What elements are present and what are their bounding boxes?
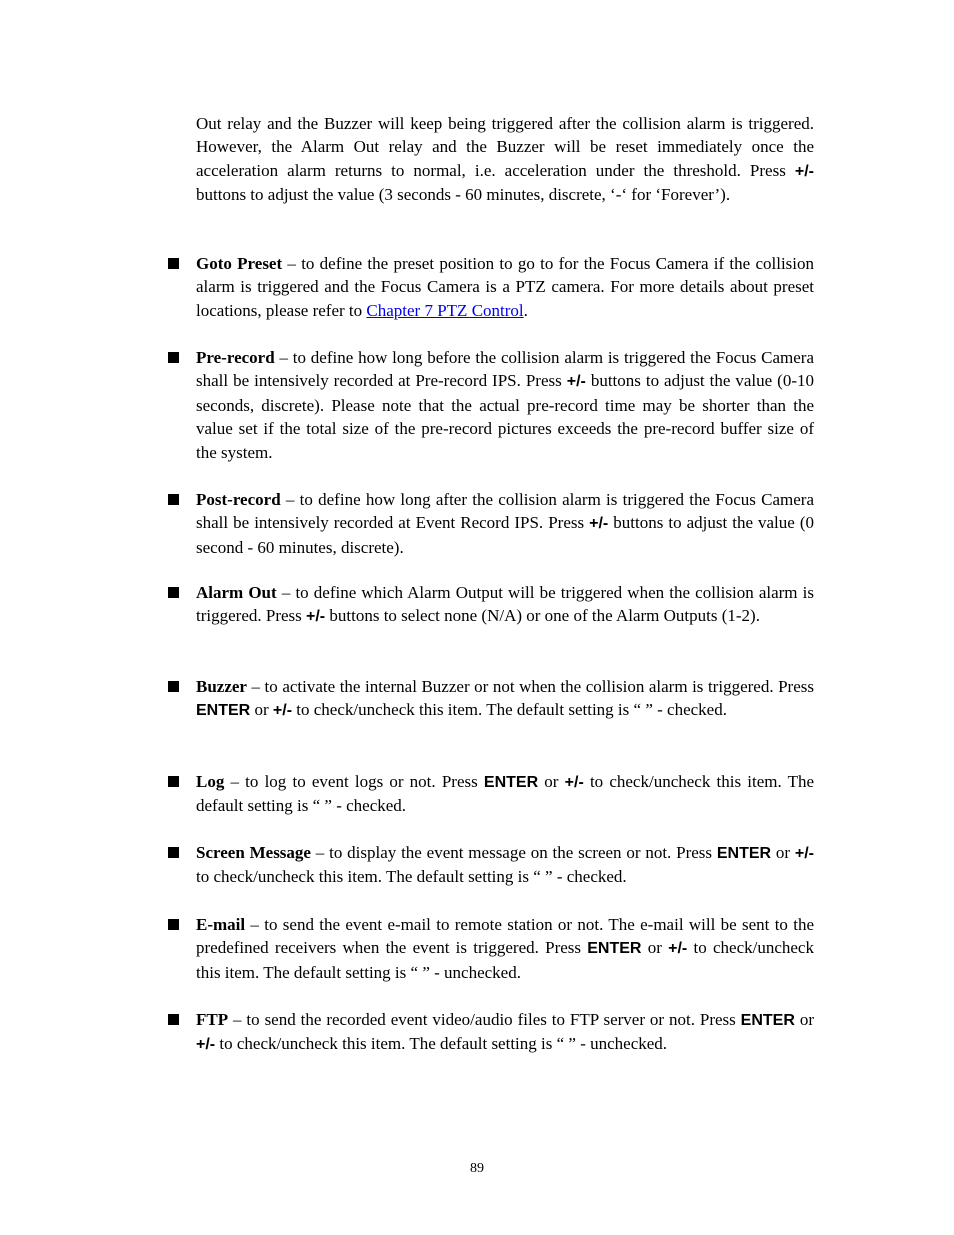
key-enter: ENTER [740, 1012, 795, 1029]
item-text-end: to check/uncheck this item. The default setting is “ ” - checked. [292, 700, 727, 720]
item-text-or: or [538, 772, 565, 791]
item-text: – to display the event message on the screen or not. Press [310, 843, 717, 862]
list-item-email [196, 913, 814, 984]
list-item-post-record [196, 488, 814, 559]
item-text-end: to check/uncheck this item. The default setting is “ ” - checked. [196, 772, 814, 816]
key-enter: ENTER [716, 845, 772, 862]
item-title: Buzzer [196, 677, 247, 696]
item-text-end: buttons to adjust the value (0-10 seconds, discrete). Please note that the actual pre-record time may be shorter than the value set if the total size of the pre-record pictures exceeds the pre-record buffer size of the system. [196, 371, 814, 462]
intro-text-end: buttons to adjust the value (3 seconds - 60 minutes, discrete, ‘-‘ for ‘Forever’). [196, 184, 731, 204]
item-text-end: to check/uncheck this item. The default setting is “ ” - checked. [196, 867, 627, 887]
key-plus-minus: +/- [794, 162, 814, 180]
key-plus-minus: +/- [196, 1036, 216, 1054]
item-text: – to define how long after the collision alarm is triggered the Focus Camera shall be intensively recorded at Event Record IPS. Press [196, 490, 814, 533]
list-item-pre-record [196, 346, 814, 464]
square-bullet-icon [168, 1014, 179, 1025]
item-title: Screen Message [196, 843, 311, 862]
item-text-or: or [641, 938, 669, 958]
item-title: Log [196, 772, 225, 791]
item-title: Post-record [196, 490, 281, 509]
square-bullet-icon [168, 919, 179, 930]
page-number: 89 [470, 1161, 484, 1176]
item-title: E-mail [196, 915, 246, 934]
item-title: Alarm Out [196, 583, 277, 602]
key-enter: ENTER [196, 702, 251, 720]
square-bullet-icon [168, 681, 179, 692]
item-text: – to send the event e-mail to remote station or not. The e-mail will be sent to the predefined receivers when the event is triggered. Press [196, 915, 814, 958]
item-text: – to log to event logs or not. Press [224, 772, 484, 791]
item-text-or: or [250, 700, 273, 720]
key-plus-minus: +/- [668, 940, 688, 958]
key-plus-minus: +/- [272, 702, 293, 720]
chapter-7-ptz-control-link[interactable]: Chapter 7 PTZ Control [366, 300, 524, 320]
square-bullet-icon [168, 494, 179, 505]
item-text-or: or [771, 843, 795, 862]
item-title: FTP [196, 1010, 229, 1029]
item-text: – to define the preset position to go to for the Focus Camera if the collision alarm is triggered and the Focus Camera is a PTZ camera. For more details about preset locations, please refer to [196, 254, 815, 320]
key-enter: ENTER [587, 940, 642, 958]
intro-paragraph [196, 112, 814, 206]
list-item-screen-message [196, 841, 814, 889]
item-text-end: buttons to adjust the value (0 second - 60 minutes, discrete). [196, 513, 815, 557]
item-text-end: to check/uncheck this item. The default setting is “ ” - unchecked. [215, 1034, 668, 1054]
item-text-end: to check/uncheck this item. The default setting is “ ” - unchecked. [196, 938, 814, 982]
square-bullet-icon [168, 352, 179, 363]
key-plus-minus: +/- [564, 774, 584, 791]
list-item-goto-preset [196, 252, 814, 322]
item-title: Goto Preset [196, 254, 283, 273]
square-bullet-icon [168, 776, 179, 787]
square-bullet-icon [168, 587, 179, 598]
item-text: – to define which Alarm Output will be triggered when the collision alarm is triggered. Press [196, 583, 815, 626]
list-item-ftp [196, 1008, 814, 1057]
item-text: – to define how long before the collision alarm is triggered the Focus Camera shall be intensively recorded at Pre-record IPS. Press [196, 348, 814, 391]
list-item-buzzer [196, 675, 814, 723]
intro-text: Out relay and the Buzzer will keep being triggered after the collision alarm is triggered. However, the Alarm Out relay and the Buzzer will be reset immediately once the acceleration alarm returns to normal, i.e. acceleration under the threshold. Press [196, 114, 814, 180]
key-plus-minus: +/- [589, 515, 609, 533]
item-text-end: . [523, 300, 528, 320]
item-title: Pre-record [196, 348, 275, 367]
key-plus-minus: +/- [566, 373, 586, 391]
item-text: – to activate the internal Buzzer or not when the collision alarm is triggered. Press [246, 677, 814, 696]
item-text: – to send the recorded event video/audio files to FTP server or not. Press [228, 1010, 741, 1029]
key-enter: ENTER [483, 774, 539, 791]
item-text-or: or [794, 1010, 814, 1029]
square-bullet-icon [168, 258, 179, 269]
list-item-log [196, 770, 814, 818]
item-text-end: buttons to select none (N/A) or one of the Alarm Outputs (1-2). [325, 606, 760, 626]
key-plus-minus: +/- [306, 608, 326, 626]
key-plus-minus: +/- [794, 845, 815, 862]
list-item-alarm-out [196, 581, 814, 629]
square-bullet-icon [168, 847, 179, 858]
